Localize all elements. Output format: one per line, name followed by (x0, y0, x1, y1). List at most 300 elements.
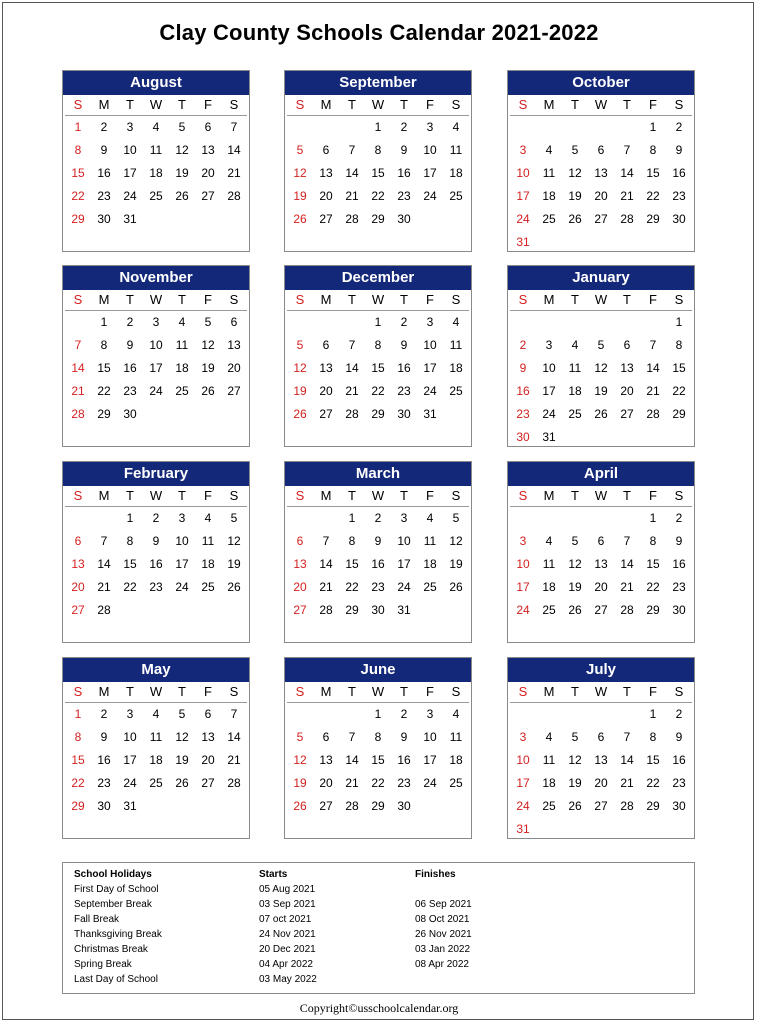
day-cell: 21 (71, 384, 85, 398)
day-cell: 25 (542, 212, 556, 226)
month-header: June (285, 658, 471, 682)
month-march (284, 461, 472, 643)
day-cell: 10 (149, 338, 163, 352)
day-cell: 7 (100, 534, 108, 548)
day-cell: 3 (519, 730, 527, 744)
weekday-label: F (195, 486, 221, 507)
weekday-label: W (365, 290, 391, 311)
day-cell: 25 (449, 384, 463, 398)
day-cell: 6 (322, 143, 330, 157)
day-cell: 28 (620, 799, 634, 813)
day-cell: 7 (623, 534, 631, 548)
day-cell: 6 (597, 730, 605, 744)
day-cell: 16 (97, 753, 111, 767)
day-cell: 7 (230, 707, 238, 721)
month-august (62, 70, 250, 252)
day-cell: 21 (620, 776, 634, 790)
day-cell: 10 (423, 730, 437, 744)
weekday-label: F (195, 682, 221, 703)
day-cell: 21 (620, 580, 634, 594)
day-cell: 9 (100, 143, 108, 157)
day-cell: 15 (646, 557, 660, 571)
day-blank (562, 703, 588, 726)
day-cell: 13 (319, 361, 333, 375)
day-cell: 21 (345, 384, 359, 398)
day-cell: 19 (568, 776, 582, 790)
day-cell: 12 (175, 730, 189, 744)
day-cell: 29 (371, 212, 385, 226)
day-cell: 27 (594, 212, 608, 226)
day-cell: 25 (542, 799, 556, 813)
day-cell: 22 (371, 776, 385, 790)
day-blank (588, 703, 614, 726)
month-header: April (508, 462, 694, 486)
holiday-name: Last Day of School (74, 974, 158, 985)
weekday-label: W (588, 682, 614, 703)
holiday-row (63, 974, 694, 989)
day-cell: 10 (423, 338, 437, 352)
day-cell: 2 (374, 511, 382, 525)
day-cell: 28 (345, 799, 359, 813)
weekday-label: S (510, 486, 536, 507)
day-cell: 21 (345, 776, 359, 790)
day-cell: 28 (97, 603, 111, 617)
month-june (284, 657, 472, 839)
day-cell: 13 (201, 143, 215, 157)
day-cell: 11 (175, 338, 189, 352)
day-cell: 27 (227, 384, 241, 398)
day-cell: 24 (423, 776, 437, 790)
day-cell: 22 (646, 189, 660, 203)
day-cell: 8 (374, 143, 382, 157)
day-blank (510, 311, 536, 334)
day-blank (510, 703, 536, 726)
day-cell: 12 (568, 753, 582, 767)
day-cell: 30 (371, 603, 385, 617)
day-cell: 6 (597, 534, 605, 548)
day-cell: 9 (400, 338, 408, 352)
day-cell: 12 (568, 557, 582, 571)
day-cell: 14 (646, 361, 660, 375)
holiday-start: 07 oct 2021 (259, 914, 312, 925)
day-cell: 7 (623, 143, 631, 157)
day-cell: 9 (675, 143, 683, 157)
day-cell: 20 (319, 776, 333, 790)
weekday-label: T (614, 682, 640, 703)
day-cell: 4 (545, 534, 553, 548)
day-cell: 16 (97, 166, 111, 180)
weekday-label: F (417, 682, 443, 703)
day-cell: 1 (100, 315, 108, 329)
weekday-label: M (536, 290, 562, 311)
day-cell: 22 (371, 189, 385, 203)
day-cell: 5 (230, 511, 238, 525)
holiday-name: Christmas Break (74, 944, 148, 955)
holidays-table (62, 862, 695, 994)
day-cell: 31 (516, 822, 530, 836)
weekday-label: T (117, 486, 143, 507)
day-cell: 12 (201, 338, 215, 352)
day-cell: 11 (542, 557, 556, 571)
month-header: January (508, 266, 694, 290)
day-cell: 23 (97, 189, 111, 203)
day-grid (285, 95, 471, 231)
day-cell: 8 (100, 338, 108, 352)
holiday-finish: 06 Sep 2021 (415, 899, 472, 910)
day-cell: 2 (400, 315, 408, 329)
day-cell: 2 (675, 707, 683, 721)
weekday-label: T (117, 682, 143, 703)
day-cell: 15 (646, 753, 660, 767)
holidays-header-name: School Holidays (74, 869, 152, 880)
weekday-label: S (65, 682, 91, 703)
day-cell: 4 (452, 120, 460, 134)
day-grid (508, 290, 694, 449)
day-cell: 22 (646, 580, 660, 594)
weekday-label: M (91, 682, 117, 703)
day-cell: 28 (319, 603, 333, 617)
day-blank (562, 116, 588, 139)
day-cell: 20 (71, 580, 85, 594)
day-cell: 19 (568, 580, 582, 594)
day-cell: 10 (516, 753, 530, 767)
day-cell: 18 (449, 753, 463, 767)
day-cell: 15 (672, 361, 686, 375)
day-cell: 19 (201, 361, 215, 375)
weekday-label: T (339, 290, 365, 311)
day-cell: 7 (623, 730, 631, 744)
month-january (507, 265, 695, 447)
day-cell: 4 (152, 707, 160, 721)
holiday-row (63, 914, 694, 929)
day-cell: 29 (646, 799, 660, 813)
day-blank (91, 507, 117, 530)
day-cell: 11 (149, 730, 163, 744)
day-cell: 26 (201, 384, 215, 398)
month-february (62, 461, 250, 643)
day-cell: 10 (397, 534, 411, 548)
day-cell: 10 (542, 361, 556, 375)
day-cell: 28 (227, 189, 241, 203)
day-cell: 29 (672, 407, 686, 421)
day-cell: 1 (374, 315, 382, 329)
day-cell: 9 (374, 534, 382, 548)
holiday-start: 05 Aug 2021 (259, 884, 316, 895)
day-cell: 19 (594, 384, 608, 398)
day-cell: 1 (126, 511, 134, 525)
day-cell: 17 (423, 753, 437, 767)
day-blank (313, 703, 339, 726)
day-cell: 27 (293, 603, 307, 617)
day-cell: 25 (201, 580, 215, 594)
day-cell: 5 (178, 120, 186, 134)
weekday-label: T (391, 95, 417, 116)
day-grid (285, 486, 471, 622)
day-cell: 16 (397, 166, 411, 180)
day-cell: 10 (516, 557, 530, 571)
holidays-header-finishes: Finishes (415, 869, 456, 880)
day-blank (614, 311, 640, 334)
day-cell: 14 (345, 166, 359, 180)
day-cell: 26 (449, 580, 463, 594)
day-cell: 22 (371, 384, 385, 398)
day-cell: 6 (74, 534, 82, 548)
day-cell: 7 (649, 338, 657, 352)
day-cell: 22 (123, 580, 137, 594)
day-cell: 23 (397, 384, 411, 398)
day-cell: 12 (293, 753, 307, 767)
day-cell: 25 (449, 776, 463, 790)
weekday-label: W (365, 682, 391, 703)
day-cell: 6 (322, 338, 330, 352)
day-cell: 30 (516, 430, 530, 444)
day-blank (287, 507, 313, 530)
day-cell: 27 (319, 799, 333, 813)
day-cell: 20 (620, 384, 634, 398)
day-cell: 20 (201, 753, 215, 767)
day-cell: 9 (675, 730, 683, 744)
weekday-label: F (195, 95, 221, 116)
day-cell: 29 (646, 603, 660, 617)
holidays-header-starts: Starts (259, 869, 288, 880)
weekday-label: T (614, 290, 640, 311)
day-cell: 27 (319, 407, 333, 421)
day-cell: 6 (204, 707, 212, 721)
month-header: December (285, 266, 471, 290)
weekday-label: T (614, 95, 640, 116)
day-cell: 1 (74, 120, 82, 134)
day-cell: 13 (71, 557, 85, 571)
day-cell: 14 (620, 753, 634, 767)
day-cell: 26 (293, 212, 307, 226)
day-cell: 20 (594, 189, 608, 203)
month-july (507, 657, 695, 839)
day-cell: 6 (230, 315, 238, 329)
weekday-label: S (510, 95, 536, 116)
day-cell: 14 (227, 143, 241, 157)
day-cell: 3 (426, 120, 434, 134)
day-cell: 20 (201, 166, 215, 180)
weekday-label: M (91, 290, 117, 311)
weekday-label: S (443, 95, 469, 116)
day-cell: 18 (201, 557, 215, 571)
day-cell: 31 (397, 603, 411, 617)
weekday-label: S (65, 95, 91, 116)
day-cell: 15 (371, 166, 385, 180)
day-cell: 2 (152, 511, 160, 525)
weekday-label: F (417, 95, 443, 116)
day-cell: 2 (126, 315, 134, 329)
day-cell: 19 (175, 753, 189, 767)
holiday-finish: 08 Apr 2022 (415, 959, 469, 970)
day-blank (339, 703, 365, 726)
day-cell: 8 (675, 338, 683, 352)
day-cell: 12 (175, 143, 189, 157)
day-cell: 6 (623, 338, 631, 352)
day-blank (65, 507, 91, 530)
holiday-row (63, 959, 694, 974)
day-grid (285, 682, 471, 818)
day-cell: 28 (646, 407, 660, 421)
day-cell: 31 (423, 407, 437, 421)
holiday-row (63, 929, 694, 944)
day-blank (562, 507, 588, 530)
holiday-start: 03 May 2022 (259, 974, 317, 985)
day-cell: 30 (97, 799, 111, 813)
day-cell: 26 (293, 407, 307, 421)
month-september (284, 70, 472, 252)
day-blank (562, 311, 588, 334)
day-blank (339, 116, 365, 139)
day-cell: 1 (348, 511, 356, 525)
month-header: July (508, 658, 694, 682)
day-cell: 23 (97, 776, 111, 790)
day-cell: 29 (371, 799, 385, 813)
day-cell: 1 (649, 707, 657, 721)
month-header: August (63, 71, 249, 95)
day-cell: 11 (149, 143, 163, 157)
day-cell: 4 (545, 730, 553, 744)
day-cell: 15 (345, 557, 359, 571)
day-cell: 31 (516, 235, 530, 249)
day-cell: 24 (423, 189, 437, 203)
day-cell: 13 (227, 338, 241, 352)
weekday-label: T (339, 682, 365, 703)
day-cell: 25 (423, 580, 437, 594)
day-cell: 7 (348, 338, 356, 352)
day-cell: 24 (175, 580, 189, 594)
day-cell: 21 (227, 166, 241, 180)
weekday-label: S (287, 95, 313, 116)
day-cell: 11 (423, 534, 437, 548)
day-cell: 23 (371, 580, 385, 594)
weekday-label: T (117, 95, 143, 116)
day-cell: 18 (149, 753, 163, 767)
day-cell: 24 (516, 603, 530, 617)
day-cell: 5 (571, 143, 579, 157)
weekday-label: T (562, 486, 588, 507)
day-grid (285, 290, 471, 426)
day-cell: 16 (371, 557, 385, 571)
day-cell: 22 (646, 776, 660, 790)
day-cell: 18 (542, 580, 556, 594)
day-cell: 31 (123, 212, 137, 226)
weekday-label: S (666, 290, 692, 311)
day-grid (63, 682, 249, 818)
day-cell: 23 (149, 580, 163, 594)
day-cell: 5 (296, 338, 304, 352)
day-cell: 8 (348, 534, 356, 548)
weekday-label: T (169, 95, 195, 116)
day-blank (588, 311, 614, 334)
day-cell: 18 (449, 166, 463, 180)
day-cell: 2 (100, 707, 108, 721)
day-cell: 18 (542, 189, 556, 203)
weekday-label: T (562, 290, 588, 311)
day-cell: 21 (227, 753, 241, 767)
weekday-label: S (287, 682, 313, 703)
day-cell: 10 (123, 730, 137, 744)
day-cell: 2 (400, 707, 408, 721)
day-blank (287, 116, 313, 139)
copyright-text: Copyright©usschoolcalendar.org (299, 1001, 459, 1015)
day-cell: 16 (149, 557, 163, 571)
weekday-label: M (536, 486, 562, 507)
day-cell: 26 (175, 776, 189, 790)
day-cell: 26 (293, 799, 307, 813)
weekday-label: S (287, 290, 313, 311)
day-blank (313, 116, 339, 139)
holiday-name: Fall Break (74, 914, 120, 925)
day-cell: 9 (400, 730, 408, 744)
day-cell: 4 (571, 338, 579, 352)
holiday-name: Thanksgiving Break (74, 929, 162, 940)
month-october (507, 70, 695, 252)
weekday-label: F (640, 682, 666, 703)
day-cell: 12 (594, 361, 608, 375)
weekday-label: M (313, 95, 339, 116)
weekday-label: T (614, 486, 640, 507)
day-cell: 2 (675, 120, 683, 134)
day-cell: 14 (97, 557, 111, 571)
day-cell: 10 (516, 166, 530, 180)
day-cell: 1 (649, 511, 657, 525)
day-cell: 9 (400, 143, 408, 157)
day-cell: 16 (397, 753, 411, 767)
day-cell: 5 (571, 534, 579, 548)
holiday-start: 03 Sep 2021 (259, 899, 316, 910)
weekday-label: S (65, 486, 91, 507)
day-cell: 26 (568, 212, 582, 226)
day-cell: 13 (594, 753, 608, 767)
day-cell: 30 (123, 407, 137, 421)
weekday-label: S (287, 486, 313, 507)
day-cell: 3 (426, 707, 434, 721)
day-cell: 27 (594, 799, 608, 813)
holiday-start: 20 Dec 2021 (259, 944, 316, 955)
weekday-label: S (666, 95, 692, 116)
day-cell: 25 (149, 189, 163, 203)
weekday-label: S (221, 290, 247, 311)
day-cell: 13 (594, 166, 608, 180)
day-cell: 8 (374, 338, 382, 352)
day-cell: 23 (516, 407, 530, 421)
day-cell: 15 (123, 557, 137, 571)
month-december (284, 265, 472, 447)
weekday-label: M (91, 486, 117, 507)
day-blank (614, 507, 640, 530)
day-cell: 18 (423, 557, 437, 571)
day-cell: 1 (74, 707, 82, 721)
day-cell: 17 (516, 776, 530, 790)
day-blank (588, 507, 614, 530)
day-cell: 19 (227, 557, 241, 571)
day-grid (508, 95, 694, 254)
day-cell: 28 (620, 603, 634, 617)
day-cell: 11 (449, 143, 463, 157)
day-cell: 8 (649, 534, 657, 548)
day-cell: 29 (71, 212, 85, 226)
day-cell: 24 (397, 580, 411, 594)
month-may (62, 657, 250, 839)
day-cell: 7 (348, 143, 356, 157)
day-cell: 9 (152, 534, 160, 548)
day-cell: 10 (423, 143, 437, 157)
day-cell: 10 (123, 143, 137, 157)
day-cell: 21 (97, 580, 111, 594)
day-cell: 7 (230, 120, 238, 134)
day-cell: 31 (542, 430, 556, 444)
